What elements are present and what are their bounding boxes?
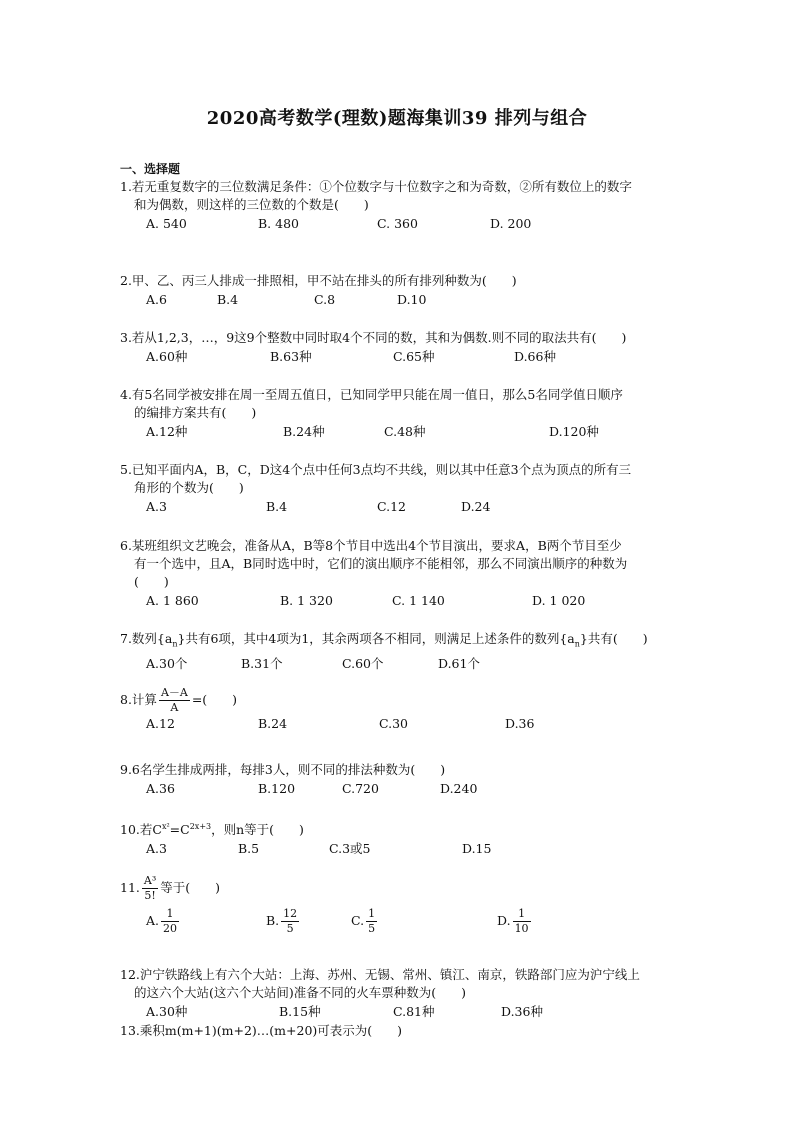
question-8-text-pre: 8.计算 (120, 692, 157, 707)
option-label: C. (351, 913, 365, 928)
question-13-line-1: 13.乘积m(m+1)(m+2)…(m+20)可表示为( ) (120, 1023, 403, 1038)
option-c: C.3或5 (329, 841, 371, 857)
question-12-line-2: 的这六个大站(这六个大站间)准备不同的火车票种数为( ) (134, 985, 467, 1000)
fraction-numerator: A³ (143, 874, 157, 887)
option-b (266, 907, 301, 936)
option-a (146, 907, 181, 936)
option-b: B.5 (238, 841, 260, 857)
option-c: C.720 (342, 781, 379, 796)
fraction (142, 874, 158, 903)
question-12 (120, 966, 700, 1021)
fraction-numerator: 12 (283, 907, 298, 920)
option-a: A.6 (146, 292, 167, 307)
question-9-line-1: 9.6名学生排成两排，每排3人，则不同的排法种数为( ) (120, 762, 446, 777)
question-1 (120, 178, 700, 233)
question-11-options (120, 907, 700, 941)
question-6-line-2: 有一个选中，且A，B同时选中时，它们的演出顺序不能相邻，那么不同演出顺序的种数为 (134, 556, 628, 571)
question-7-stem (120, 630, 700, 654)
question-1-options (120, 215, 700, 233)
option-a: A.60种 (146, 349, 188, 364)
option-a: A.12 (146, 716, 175, 731)
option-d: D.120种 (549, 424, 599, 439)
option-d: D.66种 (514, 349, 556, 364)
superscript: x² (161, 822, 170, 831)
question-10-stem (120, 818, 700, 839)
question-11-text-pre: 11. (120, 880, 140, 895)
question-6-options (120, 592, 700, 610)
question-6-line-1: 6.某班组织文艺晚会，准备从A，B等8个节目中选出4个节目演出，要求A，B两个节目至少 (120, 538, 622, 553)
question-2-line-1: 2.甲、乙、丙三人排成一排照相，甲不站在排头的所有排列种数为( ) (120, 273, 517, 288)
option-label: D. (497, 913, 511, 928)
question-3 (120, 329, 700, 366)
option-c: C.30 (379, 716, 408, 731)
option-a: A.36 (146, 781, 175, 796)
option-b: B.15种 (279, 1004, 321, 1019)
question-5-line-2: 角形的个数为( ) (134, 480, 244, 495)
question-10 (120, 818, 700, 858)
option-b: B.4 (266, 499, 288, 514)
fraction (159, 686, 190, 715)
option-a: A.3 (146, 841, 167, 857)
fraction-denominator: 10 (514, 922, 529, 935)
question-8-stem (120, 686, 700, 715)
option-b: B.24种 (283, 424, 325, 439)
question-10-text-post: ，则n等于( ) (211, 822, 304, 838)
option-d: D.24 (461, 499, 491, 514)
option-d: D.36 (505, 716, 535, 731)
question-4-options (120, 423, 700, 441)
fraction-denominator: A (170, 701, 179, 714)
question-1-line-1: 1.若无重复数字的三位数满足条件：①个位数字与十位数字之和为奇数，②所有数位上的数字 (120, 179, 632, 194)
fraction-numerator: 1 (513, 907, 531, 922)
option-c: C.65种 (393, 349, 435, 364)
question-10-options (120, 840, 700, 858)
question-11 (120, 874, 700, 941)
question-3-line-1: 3.若从1,2,3，…，9这9个整数中同时取4个不同的数，其和为偶数.则不同的取法共有( ) (120, 330, 627, 345)
option-a: A.12种 (146, 424, 188, 439)
question-10-text-mid: =C (169, 822, 190, 838)
option-b: B.24 (258, 716, 288, 731)
option-c: C.12 (377, 499, 406, 514)
option-label: B. (266, 913, 280, 928)
fraction-denominator: 20 (163, 922, 178, 935)
option-d (497, 907, 533, 936)
question-4-line-1: 4.有5名同学被安排在周一至周五值日，已知同学甲只能在周一值日，那么5名同学值日顺序 (120, 387, 623, 402)
question-11-stem (120, 874, 700, 903)
option-d: D.61个 (438, 655, 480, 671)
option-c (351, 907, 379, 936)
question-11-text-post: 等于( ) (160, 880, 221, 895)
option-b: B.4 (217, 292, 239, 307)
question-12-options (120, 1003, 700, 1021)
fraction (161, 907, 179, 936)
option-b: B.120 (258, 781, 296, 796)
question-10-text-pre: 10.若C (120, 822, 162, 838)
option-b: B.31个 (241, 655, 283, 671)
option-a: A. 1 860 (146, 593, 199, 608)
question-1-line-2: 和为偶数，则这样的三位数的个数是( ) (134, 197, 369, 212)
question-9 (120, 761, 700, 798)
question-8-options (120, 715, 700, 733)
option-d: D. 200 (490, 216, 532, 231)
section-heading: 一、选择题 (120, 162, 181, 176)
option-c: C. 1 140 (392, 593, 445, 608)
option-a: A.30种 (146, 1004, 188, 1019)
page-title: 2020高考数学(理数)题海集训39 排列与组合 (206, 108, 588, 129)
fraction (366, 907, 377, 936)
option-d: D.36种 (501, 1004, 543, 1019)
subscript: n (574, 639, 580, 649)
option-d: D.240 (440, 781, 478, 796)
question-7 (120, 630, 700, 673)
option-a: A.30个 (146, 655, 188, 671)
fraction-denominator: 5! (144, 889, 156, 902)
fraction-numerator: 1 (161, 907, 179, 922)
option-b: B. 1 320 (280, 593, 333, 608)
question-8 (120, 686, 700, 733)
question-12-line-1: 12.沪宁铁路线上有六个大站：上海、苏州、无锡、常州、镇江、南京，铁路部门应为沪宁线上 (120, 967, 640, 982)
option-d: D.15 (462, 841, 492, 857)
fraction (281, 907, 299, 936)
question-7-options (120, 655, 700, 673)
question-13 (120, 1022, 700, 1040)
option-a: A.3 (146, 499, 167, 514)
fraction-denominator: 5 (286, 922, 294, 935)
option-b: B.63种 (270, 349, 312, 364)
question-2 (120, 272, 700, 309)
option-c: C.48种 (384, 424, 426, 439)
question-4 (120, 386, 700, 441)
option-c: C. 360 (377, 216, 418, 231)
question-4-line-2: 的编排方案共有( ) (134, 405, 257, 420)
question-6-line-3: ( ) (134, 574, 169, 589)
question-2-options (120, 291, 700, 309)
question-6 (120, 537, 700, 610)
question-3-options (120, 348, 700, 366)
fraction-numerator: A－A (160, 686, 188, 699)
option-label: A. (146, 913, 160, 928)
option-a: A. 540 (146, 216, 187, 231)
question-5 (120, 461, 700, 516)
question-7-text-post: }共有( ) (579, 631, 648, 646)
fraction-denominator: 5 (368, 922, 376, 935)
superscript: 2x+3 (189, 822, 212, 831)
fraction-numerator: 1 (368, 907, 376, 920)
option-d: D. 1 020 (532, 593, 586, 608)
option-c: C.81种 (393, 1004, 435, 1019)
option-d: D.10 (397, 292, 427, 307)
fraction (513, 907, 531, 936)
option-c: C.8 (314, 292, 336, 307)
question-5-options (120, 498, 700, 516)
question-8-text-post: =( ) (191, 692, 238, 707)
question-7-text-mid: }共有6项，其中4项为1，其余两项各不相同，则满足上述条件的数列{a (177, 631, 575, 646)
option-b: B. 480 (258, 216, 299, 231)
question-7-text-pre: 7.数列{a (120, 631, 173, 646)
option-c: C.60个 (342, 655, 384, 671)
question-9-options (120, 780, 700, 798)
subscript: n (172, 639, 178, 649)
question-5-line-1: 5.已知平面内A，B，C，D这4个点中任何3点均不共线，则以其中任意3个点为顶点的所有三 (120, 462, 632, 477)
